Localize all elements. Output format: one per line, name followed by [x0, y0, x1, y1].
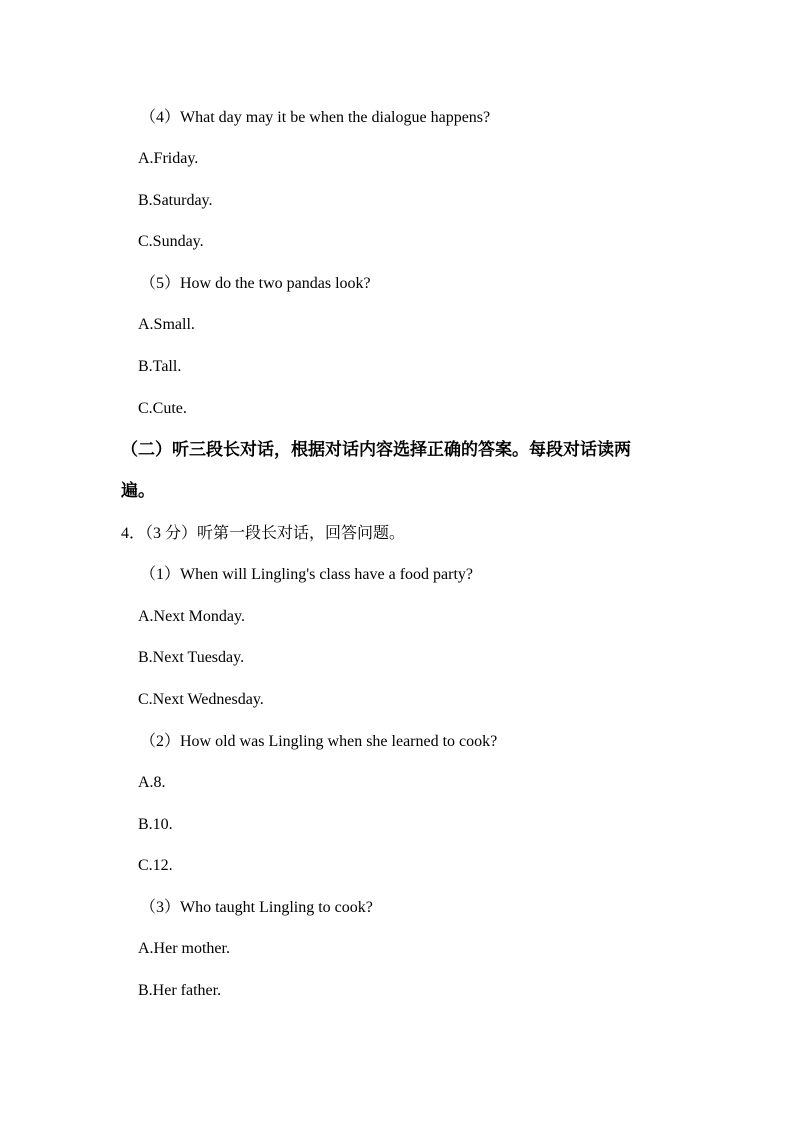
option-5a: A.Small.: [138, 316, 195, 333]
option-1a: A.Next Monday.: [138, 608, 245, 625]
option-2c: C.12.: [138, 857, 173, 874]
question-1: （1）When will Lingling's class have a food party?: [140, 566, 474, 583]
question-5: （5）How do the two pandas look?: [140, 275, 371, 292]
option-5b: B.Tall.: [138, 358, 182, 375]
section-heading: （二）听三段长对话，根据对话内容选择正确的答案。每段对话读两: [121, 440, 631, 459]
item-4-title: 4．（3 分）听第一段长对话，回答问题。: [121, 525, 406, 542]
option-1c: C.Next Wednesday.: [138, 691, 264, 708]
option-3a: A.Her mother.: [138, 940, 230, 957]
option-3b: B.Her father.: [138, 982, 222, 999]
option-5c: C.Cute.: [138, 400, 187, 417]
question-2: （2）How old was Lingling when she learned to cook?: [140, 733, 498, 750]
section-heading-continued: 遍。: [121, 481, 155, 500]
option-1b: B.Next Tuesday.: [138, 649, 245, 666]
question-4: （4）What day may it be when the dialogue happens?: [140, 109, 491, 126]
option-2a: A.8.: [138, 774, 166, 791]
option-4c: C.Sunday.: [138, 233, 204, 250]
option-4b: B.Saturday.: [138, 192, 213, 209]
option-2b: B.10.: [138, 816, 173, 833]
option-4a: A.Friday.: [138, 150, 199, 167]
question-3: （3）Who taught Lingling to cook?: [140, 899, 373, 916]
